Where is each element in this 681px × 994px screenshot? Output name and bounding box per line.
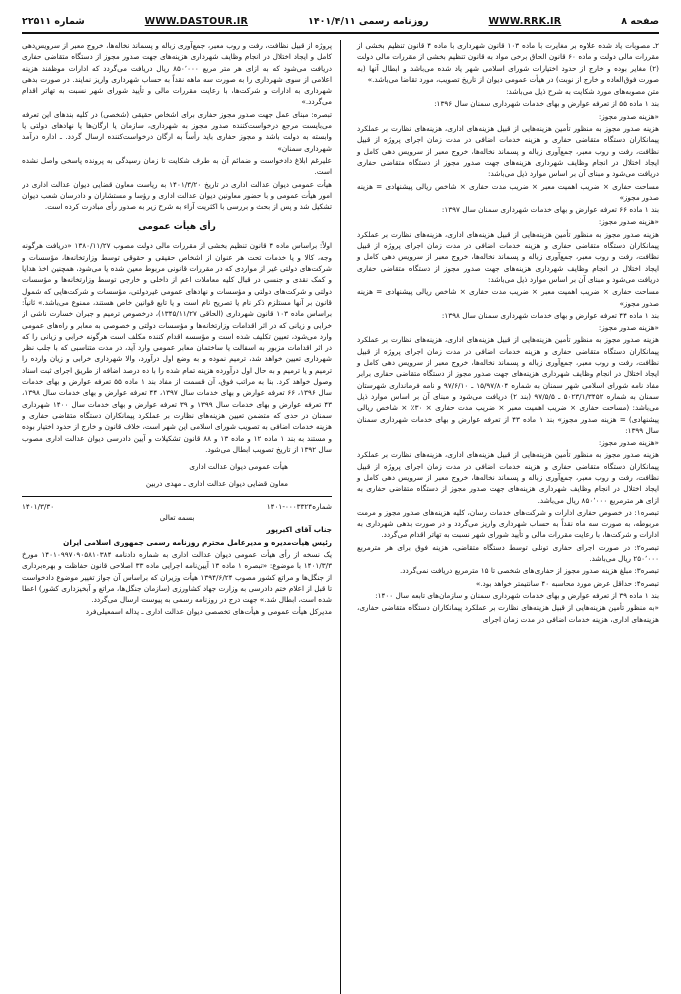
paragraph: تبصره: مبنای عمل جهت صدور مجوز حفاری برای اشخاص حقیقی (شخصی) در کلیه بندهای این تعرفه می‌بایست مرجع درخواست‌کننده صدور مجوز به شهرداری، سازمان یا ارگان‌ها یا نهادهای دولتی یا وابسته به دولت باشد و مجوز حفاری باید رأساً به ارگان درخواست‌کننده ارسال گردد. ـ اداره درآمد شهرداری سمنان»: [22, 109, 332, 153]
right-column: [349, 40, 659, 994]
ruling-text: [22, 240, 332, 455]
paragraph: پروژه از قبیل نظافت، رفت و روب معبر، جمع‌آوری زباله و پسماند نخاله‌ها، خروج معبر از سرویس‌دهی کامل و ایجاد اختلال در انجام وظایف شهرداری هزینه‌های جهت صدور مجوز از دستگاه متقاضی حفاری دریافت می‌شود که به ازای هر متر مربع ۸۵۰٬۰۰۰ ریال دریافت می‌گردد که ادارات موظفند هزینه اعلامی از سوی شهرداری را به صورت سه ماهه نقداً به حساب شهرداری واریز نمایند. در صورت بدهی شهرداری به ادارات و شرکت‌ها، با رعایت مقررات مالی و تأیید شورای شهر نسبت به تهاتر اقدام می‌گردد.»: [22, 41, 332, 107]
letter-closing: مدیرکل هیأت عمومی و هیأت‌های تخصصی دیوان عدالت اداری ـ یداله اسمعیلی‌فرد: [85, 607, 332, 617]
site-link-dastour[interactable]: WWW.DASTOUR.IR: [144, 15, 249, 27]
paragraph: بند ۱ ماده ۵۵ از تعرفه عوارض و بهای خدمات شهرداری سمنان سال ۱۳۹۶:: [434, 99, 659, 109]
letter-body: یک نسخه از رأی هیأت عمومی دیوان عدالت اداری به شماره دادنامه ۱۴۰۱۰۹۹۷۰۹۰۵۸۱۰۳۸۴ مورخ ۱۴۰۱/۳/۳ با موضوع: «تبصره ۱ ماده ۱۳ آیین‌نامه اجرایی ماده ۳۳ اصلاحی قانون حفاظت و بهره‌برداری از جنگل‌ها و مراتع کشور مصوب ۱۳۹۴/۶/۲۴ هیأت وزیران که براساس آن جواز تغییر موضوع دادخواست تا قبل از اعلام ختم دادرسی به وزارت جهاد کشاورزی (سازمان جنگل‌ها، مراتع و آبخیزداری کشور) اعطا شده است، ابطال شد.» جهت درج در روزنامه رسمی به پیوست ارسال می‌گردد.: [22, 549, 332, 605]
paragraph: بند ۱ ماده ۶۶ تعرفه عوارض و بهای خدمات شهرداری سمنان سال ۱۳۹۷:: [441, 205, 659, 215]
site-link-rrk[interactable]: WWW.RRK.IR: [488, 15, 562, 27]
page-header: [22, 10, 659, 34]
ruling-paragraph: اولاً: براساس ماده ۴ قانون تنظیم بخشی از مقررات مالی دولت مصوب ۱۳۸۰/۱۱/۲۷ «دریافت هرگونه وجه، کالا و یا خدمات تحت هر عنوان از اشخاص حقیقی و حقوقی توسط وزارتخانه‌ها، مؤسسات و شرکت‌های دولتی غیر از مواردی که در مقررات قانونی مربوط معین شده یا می‌شود، همچنین اخذ هدایا و کمک نقدی و جنسی در قبال کلیه معاملات اعم از داخلی و خارجی توسط وزارتخانه‌ها و مؤسسات دولتی و شرکت‌های دولتی و مؤسسات و نهادهای عمومی غیردولتی، مؤسسات و شرکت‌هایی که شمول قانون بر آنها مستلزم ذکر نام یا تصریح نام است و یا تابع قوانین خاص هستند، ممنوع می‌باشد.» ثانیاً: براساس ماده ۱۰۳ قانون شهرداری (الحاقی ۱۳۴۵/۱۱/۲۷)، درخصوص ترمیم و جبران خسارت ناشی از خرابی و زیانی که در اثر اقدامات وزارتخانه‌ها و مؤسسات دولتی و خصوصی به معابر و راه‌های عمومی وارد می‌شود، تعیین تکلیف شده است و مؤسسه اقدام کننده مکلف است هرگونه خرابی و زیانی را که در اثر اقدامات مزبور به اسفالت یا ساختمان معابر عمومی وارد آید، در مدت متناسبی که با جلب نظر شهرداری تعیین خواهد شد، ترمیم نموده و به وضع اول درآورد، والا شهرداری خرابی و زیان وارده را ترمیم و یا ترمیم و به حال اول درآورده هزینه تمام شده را با ده درصد اضافه از طریق اجرای ثبت اسناد وصول خواهد کرد. بنا به مراتب فوق، آن قسمت از مفاد بند ۱ ماده ۵۵ تعرفه عوارض و بهای خدمات سال ۱۳۹۶، ۶۶ تعرفه عوارض و بهای خدمات سال ۱۳۹۷، ۴۴ تعرفه عوارض و بهای خدمات سال ۱۳۹۸، ۴۳ تعرفه عوارض و بهای خدمات سال ۱۳۹۹ و ۳۹ تعرفه عوارض و بهای خدمات سال ۱۴۰۰ شهرداری سمنان در حدی که متضمن تعیین هزینه‌های نظارت بر عملکرد پیمانکاران دستگاه متقاضی حفاری و هزینه خدمات اضافی به تصویب شورای اسلامی این شهر است، خلاف قانون و خارج از حدود اختیار بوده و مستند به بند ۱ ماده ۱۲ و ماده ۱۳ و ۸۸ قانون تشکیلات و آیین دادرسی دیوان عدالت اداری مصوب سال ۱۳۹۲ از تاریخ تصویب ابطال می‌شود.: [22, 241, 332, 454]
letter-number: شماره۰۰۰۳۳۲۴-۱۴۰۱: [266, 501, 332, 511]
left-intro: [22, 40, 332, 212]
letter-date: ۱۴۰۱/۳/۳۰: [22, 501, 55, 511]
paragraph: علیرغم ابلاغ دادخواست و ضمائم آن به طرف شکایت تا زمان رسیدگی به پرونده پاسخی واصل نشده است.: [22, 155, 332, 177]
paragraph: هزینه صدور مجوز به منظور تأمین هزینه‌هایی از قبیل هزینه‌های اداری، هزینه‌های نظارت بر عملکرد پیمانکاران دستگاه متقاضی حفاری و هزینه خدمات اضافی در مدت زمان اجرای پروژه از قبیل نظافت، رفت و روب معبر، جمع‌آوری زباله و پسماند نخاله‌ها، خروج معبر از سرویس دهی کامل و ایجاد اختلال در انجام وظایف شهرداری هزینه‌های جهت صدور مجوز از دستگاه متقاضی حفاری برابر مفاد نامه شورای اسلامی شهر سمنان به شماره ۱۵/۹۷/۸۰۴ ـ ۹۷/۶/۱۰ و نامه فرمانداری شهرستان سمنان به شماره ۵۰۲۳/۱/۳۴۵۲ ـ ۹۷/۵/۵ (بند ۲) دریافت می‌شود و مبنای آن بر اساس موارد ذیل می‌باشد: (مساحت حفاری × ضریب اهمیت معبر × ضریب مدت حفاری × ۳۰٪ × شاخص ریالی پیشنهادی) = هزینه صدور مجوز» بند ۱ ماده ۴۳ از تعرفه عوارض و بهای خدمات شهرداری سمنان سال ۱۳۹۹:: [356, 335, 659, 435]
paragraph: ۲ـ مصوبات یاد شده علاوه بر مغایرت با ماده ۱۰۳ قانون شهرداری با ماده ۴ قانون تنظیم بخشی از مقررات مالی دولت و ماده ۶۰ قانون الحاق برخی مواد به قانون تنظیم بخشی از مقررات مالی دولت (۲) مغایر بوده و خارج از حدود اختیارات شورای اسلامی شهر یاد شده می‌باشد و ابطال آنها (به صورت فوق‌العاده و خارج از نوبت) در هیأت عمومی دیوان از تاریخ تصویب، مورد تقاضا می‌باشد.»: [356, 41, 659, 84]
column-divider: [340, 40, 341, 994]
paragraph: هیأت عمومی دیوان عدالت اداری در تاریخ ۱۴۰۱/۳/۲۰ به ریاست معاون قضایی دیوان عدالت اداری در امور هیأت عمومی و با حضور معاونین دیوان عدالت اداری و رؤسا و مستشاران و دادرسان شعب دیوان تشکیل شد و پس از بحث و بررسی با اکثریت آراء به شرح زیر به صدور رأی مبادرت کرده است.: [22, 179, 332, 212]
paragraph: مساحت حفاری × ضریب اهمیت معبر × ضریب مدت حفاری × شاخص ریالی پیشنهادی = هزینه صدور مجوز»: [356, 181, 659, 202]
columns: [22, 40, 659, 994]
issue-number: شماره ۲۲۵۱۱: [22, 15, 85, 27]
paragraph: «هزینه صدور مجوز:: [598, 111, 659, 121]
paragraph: هزینه صدور مجوز به منظور تأمین هزینه‌هایی از قبیل هزینه‌های اداری، هزینه‌های نظارت بر عملکرد پیمانکاران دستگاه متقاضی حفاری و هزینه خدمات اضافی در مدت زمان اجرای پروژه از قبیل نظافت، رفت و روب معبر، جمع‌آوری زباله و پسماند نخاله‌ها، خروج معبر از سرویس دهی کامل و ایجاد اختلال در انجام وظایف شهرداری هزینه‌های جهت صدور مجوز از دستگاه متقاضی حفاری به ازای هر مترمربع ۸۵۰٬۰۰۰ ریال می‌باشد.: [356, 450, 659, 505]
paragraph: هزینه صدور مجوز به منظور تأمین هزینه‌هایی از قبیل هزینه‌های اداری، هزینه‌های نظارت بر عملکرد پیمانکاران دستگاه متقاضی حفاری و هزینه خدمات اضافی در مدت زمان اجرای پروژه از قبیل نظافت، رفت و روب معبر، جمع‌آوری زباله و پسماند نخاله‌ها، خروج معبر از سرویس دهی کامل و ایجاد اختلال در انجام وظایف شهرداری هزینه‌های جهت صدور مجوز از دستگاه متقاضی حفاری دریافت می‌شود و مبنای آن بر اساس موارد ذیل می‌باشد:: [356, 229, 659, 284]
addressee-title: رئیس هیأت‌مدیره و مدیرعامل محترم روزنامه رسمی جمهوری اسلامی ایران: [63, 537, 332, 547]
paper-title-date: روزنامه رسمی ۱۴۰۱/۴/۱۱: [308, 15, 429, 27]
paragraph: «هزینه صدور مجوز:: [598, 438, 659, 448]
paragraph: تبصره۲: در صورت اجرای حفاری تونلی توسط دستگاه متقاضی، هزینه فوق برای هر مترمربع ۲۵۰٬۰۰۰ ریال می‌باشد.: [356, 542, 659, 564]
addressee: جناب آقای اکبرپور: [266, 525, 332, 535]
paragraph: تبصره۱: در خصوص حفاری ادارات و شرکت‌های خدمات رسان، کلیه هزینه‌های صدور مجوز و مرمت مربوطه، به صورت سه ماه نقداً به حساب شهرداری واریز می‌گردد و در صورت بدهی شهرداری به ادارات و شرکت‌ها، با رعایت مقررات مالی و تأیید شورای شهر نسبت به تهاتر اقدام می‌گردد.: [356, 507, 659, 540]
paragraph: بند ۱ ماده ۳۹ از تعرفه عوارض و بهای خدمات شهرداری سمنان و سازمان‌های تابعه سال ۱۴۰۰:: [375, 590, 659, 600]
paragraph: مساحت حفاری × ضریب اهمیت معبر × ضریب مدت حفاری × شاخص ریالی پیشنهادی = هزینه صدور مجوز»: [356, 287, 659, 308]
paragraph: هزینه صدور مجوز به منظور تأمین هزینه‌هایی از قبیل هزینه‌های اداری، هزینه‌های نظارت بر عملکرد پیمانکاران دستگاه متقاضی حفاری و هزینه خدمات اضافی در مدت زمان اجرای پروژه از قبیل نظافت، رفت و روب معبر، جمع‌آوری زباله و پسماند نخاله‌ها، خروج معبر از سرویس دهی کامل و ایجاد اختلال در انجام وظایف شهرداری هزینه‌های جهت صدور مجوز از دستگاه متقاضی حفاری دریافت می‌شود و مبنای آن بر اساس موارد ذیل می‌باشد:: [356, 124, 659, 179]
page-number: صفحه ۸: [621, 15, 659, 27]
basmala: بسمه تعالی: [159, 513, 195, 523]
ruling-heading: رأی هیأت عمومی: [138, 222, 216, 233]
paragraph: «هزینه صدور مجوز:: [598, 217, 659, 227]
signature-court: هیأت عمومی دیوان عدالت اداری: [189, 462, 288, 472]
section-rule: [22, 496, 332, 497]
paragraph: بند ۱ ماده ۴۴ تعرفه عوارض و بهای خدمات شهرداری سمنان سال ۱۳۹۸:: [441, 310, 659, 320]
paragraph: «هزینه صدور مجوز:: [598, 323, 659, 333]
paragraph: متن مصوبه‌های مورد شکایت به شرح ذیل می‌باشد:: [506, 87, 659, 97]
signature-deputy: معاون قضایی دیوان عدالت اداری ـ مهدی دربین: [145, 479, 288, 489]
left-column: [22, 40, 332, 994]
paragraph: تبصره۴: حداقل عرض مورد محاسبه ۴۰ سانتیمتر خواهد بود.»: [475, 578, 659, 588]
letter-reference: [22, 501, 332, 512]
paragraph: «به منظور تأمین هزینه‌هایی از قبیل هزینه‌های نظارت بر عملکرد پیمانکاران دستگاه متقاضی حفاری، هزینه‌های اداری، هزینه خدمات اضافی در مدت زمان اجرای: [356, 603, 659, 624]
paragraph: تبصره۳: مبلغ هزینه صدور مجوز از حفاری‌های شخصی تا ۱۵ مترمربع دریافت نمی‌گردد.: [399, 566, 659, 576]
